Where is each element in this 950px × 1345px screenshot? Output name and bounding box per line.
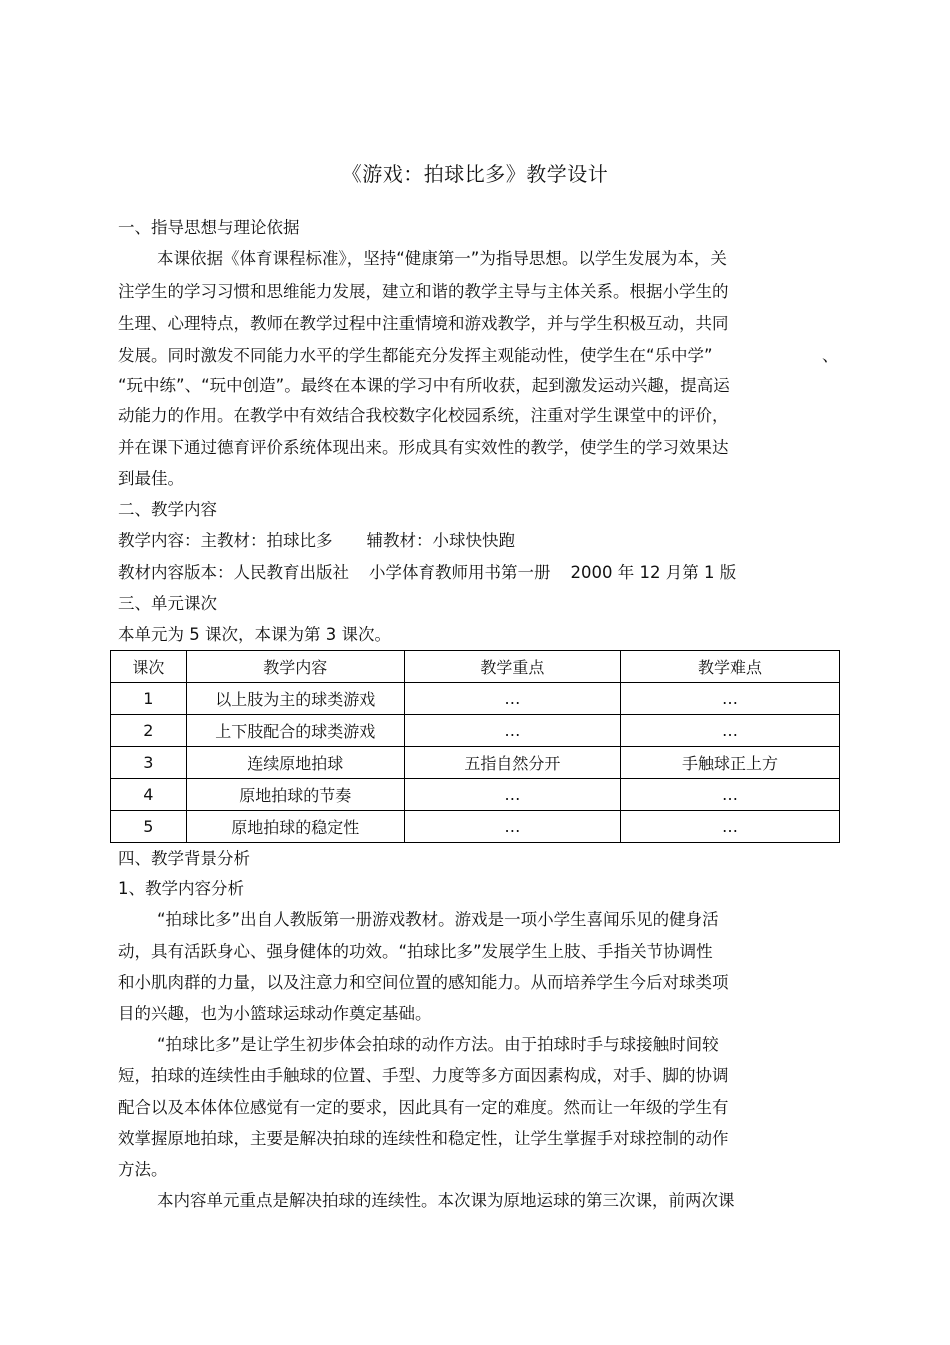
paragraph-line: 和小肌肉群的力量，以及注意力和空间位置的感知能力。从而培养学生今后对球类项 <box>118 973 729 992</box>
paragraph-line: “拍球比多”出自人教版第一册游戏教材。游戏是一项小学生喜闻乐见的健身活 <box>157 910 719 929</box>
table-cell: … <box>620 811 839 843</box>
paragraph-line: 本课依据《体育课程标准》，坚持“健康第一”为指导思想。以学生发展为本，关 <box>157 249 727 268</box>
table-cell: … <box>404 811 620 843</box>
paragraph-line: 方法。 <box>118 1160 168 1179</box>
paragraph-line: 配合以及本体体位感觉有一定的要求，因此具有一定的难度。然而让一年级的学生有 <box>118 1098 729 1117</box>
table-row <box>111 747 840 779</box>
paragraph-line: 生理、心理特点，教师在教学过程中注重情境和游戏教学，并与学生积极互动，共同 <box>118 314 729 333</box>
table-header-row <box>111 651 840 683</box>
table-cell: 连续原地拍球 <box>186 747 404 779</box>
paragraph-line: 短，拍球的连续性由手触球的位置、手型、力度等多方面因素构成，对手、脚的协调 <box>118 1066 729 1085</box>
table-cell: … <box>620 683 839 715</box>
table-row <box>111 715 840 747</box>
table-header: 教学内容 <box>186 651 404 683</box>
lesson-table <box>110 650 840 843</box>
table-header: 教学难点 <box>620 651 839 683</box>
paragraph-line: 并在课下通过德育评价系统体现出来。形成具有实效性的教学，使学生的学习效果达 <box>118 438 729 457</box>
section-3-heading: 三、单元课次 <box>118 594 217 613</box>
table-cell: 4 <box>111 779 187 811</box>
book-name: 小学体育教师用书第一册 <box>369 563 551 582</box>
paragraph-line: 注学生的学习习惯和思维能力发展，建立和谐的教学主导与主体关系。根据小学生的 <box>118 282 729 301</box>
paragraph-line: “玩中练”、“玩中创造”。最终在本课的学习中有所收获，起到激发运动兴趣，提高运 <box>118 376 730 395</box>
page-title: 《游戏：拍球比多》教学设计 <box>341 162 609 186</box>
table-row <box>111 779 840 811</box>
unit-summary: 本单元为 5 课次，本课为第 3 课次。 <box>118 625 391 644</box>
paragraph-line: 本内容单元重点是解决拍球的连续性。本次课为原地运球的第三次课，前两次课 <box>157 1191 735 1210</box>
table-header: 教学重点 <box>404 651 620 683</box>
table-cell: 2 <box>111 715 187 747</box>
main-material: 教学内容：主教材：拍球比多 <box>118 531 333 550</box>
edition: 2000 年 12 月第 1 版 <box>570 563 737 582</box>
table-row <box>111 811 840 843</box>
table-row <box>111 683 840 715</box>
table-cell: 5 <box>111 811 187 843</box>
table-cell: 原地拍球的稳定性 <box>186 811 404 843</box>
section-1-heading: 一、指导思想与理论依据 <box>118 218 300 237</box>
table-cell: … <box>404 779 620 811</box>
paragraph-line: 动能力的作用。在教学中有效结合我校数字化校园系统，注重对学生课堂中的评价， <box>118 406 729 425</box>
section-4-heading: 四、教学背景分析 <box>118 849 250 868</box>
paragraph-line: 发展。同时激发不同能力水平的学生都能充分发挥主观能动性，使学生在“乐中学” <box>118 346 713 365</box>
table-cell: 3 <box>111 747 187 779</box>
table-cell: … <box>404 683 620 715</box>
content-line <box>118 530 515 552</box>
table-cell: … <box>620 779 839 811</box>
table-cell: 手触球正上方 <box>620 747 839 779</box>
subsection-heading: 1、教学内容分析 <box>118 879 244 898</box>
publisher: 教材内容版本：人民教育出版社 <box>118 563 349 582</box>
table-cell: 五指自然分开 <box>404 747 620 779</box>
table-cell: … <box>404 715 620 747</box>
table-cell: 上下肢配合的球类游戏 <box>186 715 404 747</box>
table-cell: … <box>620 715 839 747</box>
table-cell: 以上肢为主的球类游戏 <box>186 683 404 715</box>
paragraph-line: “拍球比多”是让学生初步体会拍球的动作方法。由于拍球时手与球接触时间较 <box>157 1035 719 1054</box>
version-line <box>118 562 736 584</box>
table-header: 课次 <box>111 651 187 683</box>
table-cell: 1 <box>111 683 187 715</box>
paragraph-line: 目的兴趣，也为小篮球运球动作奠定基础。 <box>118 1004 432 1023</box>
paragraph-line: 到最佳。 <box>118 469 184 488</box>
paragraph-line: 动，具有活跃身心、强身健体的功效。“拍球比多”发展学生上肢、手指关节协调性 <box>118 942 713 961</box>
paragraph-line: 效掌握原地拍球，主要是解决拍球的连续性和稳定性，让学生掌握手对球控制的动作 <box>118 1129 729 1148</box>
aux-material: 辅教材：小球快快跑 <box>366 531 515 550</box>
trailing-mark: 、 <box>822 346 839 365</box>
section-2-heading: 二、教学内容 <box>118 500 217 519</box>
table-cell: 原地拍球的节奏 <box>186 779 404 811</box>
